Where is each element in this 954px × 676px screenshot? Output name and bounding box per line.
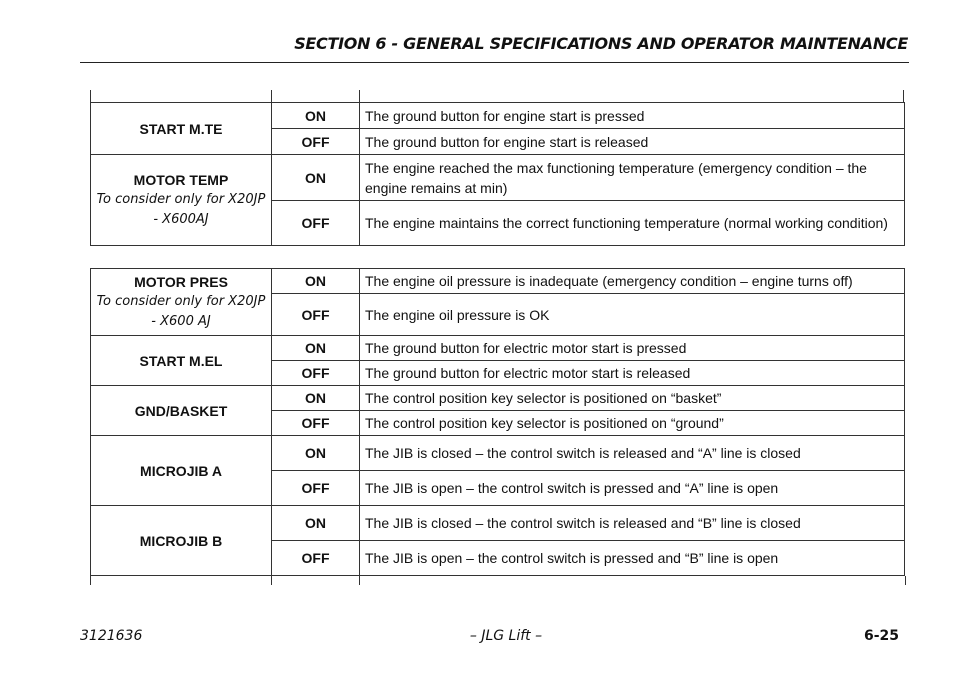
table-row bbox=[91, 386, 905, 411]
state-cell: ON bbox=[272, 155, 360, 201]
description-cell: The engine oil pressure is OK bbox=[360, 294, 905, 336]
state-cell: ON bbox=[272, 436, 360, 471]
description-cell: The JIB is closed – the control switch is released and “B” line is closed bbox=[360, 506, 905, 541]
signal-name: GND/BASKET bbox=[134, 402, 228, 419]
doc-number: 3121636 bbox=[80, 628, 143, 644]
state-cell: ON bbox=[272, 506, 360, 541]
table-row bbox=[91, 436, 905, 471]
table-row bbox=[91, 269, 905, 294]
previous-row-fragment bbox=[90, 90, 904, 102]
state-cell: OFF bbox=[272, 201, 360, 246]
signal-table-2 bbox=[90, 268, 905, 576]
description-cell: The ground button for engine start is released bbox=[360, 129, 905, 155]
signal-label-start-mte bbox=[91, 103, 272, 155]
description-cell: The JIB is open – the control switch is pressed and “B” line is open bbox=[360, 541, 905, 576]
signal-name: MICROJIB A bbox=[140, 462, 222, 479]
signal-label-gnd-basket bbox=[91, 386, 272, 436]
state-cell: ON bbox=[272, 386, 360, 411]
signal-name: START M.EL bbox=[139, 352, 223, 369]
section-header: SECTION 6 - GENERAL SPECIFICATIONS AND OPERATOR MAINTENANCE bbox=[294, 34, 908, 53]
description-cell: The engine reached the max functioning temperature (emergency condition – the engine remains at min) bbox=[360, 155, 905, 201]
table-row bbox=[91, 155, 905, 201]
state-cell: ON bbox=[272, 103, 360, 129]
signal-name: START M.TE bbox=[139, 120, 223, 137]
description-cell: The ground button for electric motor start is released bbox=[360, 361, 905, 386]
signal-label-motor-temp bbox=[91, 155, 272, 246]
state-cell: ON bbox=[272, 336, 360, 361]
signal-name: MICROJIB B bbox=[139, 532, 223, 549]
description-cell: The control position key selector is positioned on “basket” bbox=[360, 386, 905, 411]
signal-note: To consider only for X20JP - X600 AJ bbox=[96, 294, 266, 329]
signal-name: MOTOR PRES bbox=[134, 274, 228, 290]
state-cell: OFF bbox=[272, 361, 360, 386]
signal-label-motor-pres bbox=[91, 269, 272, 336]
state-cell: ON bbox=[272, 269, 360, 294]
state-cell: OFF bbox=[272, 129, 360, 155]
state-cell: OFF bbox=[272, 411, 360, 436]
description-cell: The JIB is closed – the control switch is released and “A” line is closed bbox=[360, 436, 905, 471]
signal-label-start-mel bbox=[91, 336, 272, 386]
state-cell: OFF bbox=[272, 294, 360, 336]
next-row-fragment bbox=[90, 576, 906, 585]
signal-label-microjib-a bbox=[91, 436, 272, 506]
description-cell: The control position key selector is positioned on “ground” bbox=[360, 411, 905, 436]
description-cell: The ground button for electric motor start is pressed bbox=[360, 336, 905, 361]
page-number: 6-25 bbox=[863, 628, 899, 644]
header-rule bbox=[80, 62, 909, 63]
signal-table-1 bbox=[90, 102, 905, 246]
description-cell: The engine oil pressure is inadequate (emergency condition – engine turns off) bbox=[360, 269, 905, 294]
signal-note: To consider only for X20JP - X600AJ bbox=[96, 192, 266, 227]
state-cell: OFF bbox=[272, 471, 360, 506]
table-row bbox=[91, 336, 905, 361]
description-cell: The ground button for engine start is pressed bbox=[360, 103, 905, 129]
table-row bbox=[91, 103, 905, 129]
footer-brand: – JLG Lift – bbox=[469, 628, 543, 644]
table-row bbox=[91, 506, 905, 541]
signal-name: MOTOR TEMP bbox=[133, 172, 229, 188]
description-cell: The JIB is open – the control switch is pressed and “A” line is open bbox=[360, 471, 905, 506]
signal-label-microjib-b bbox=[91, 506, 272, 576]
state-cell: OFF bbox=[272, 541, 360, 576]
description-cell: The engine maintains the correct functioning temperature (normal working condition) bbox=[360, 201, 905, 246]
